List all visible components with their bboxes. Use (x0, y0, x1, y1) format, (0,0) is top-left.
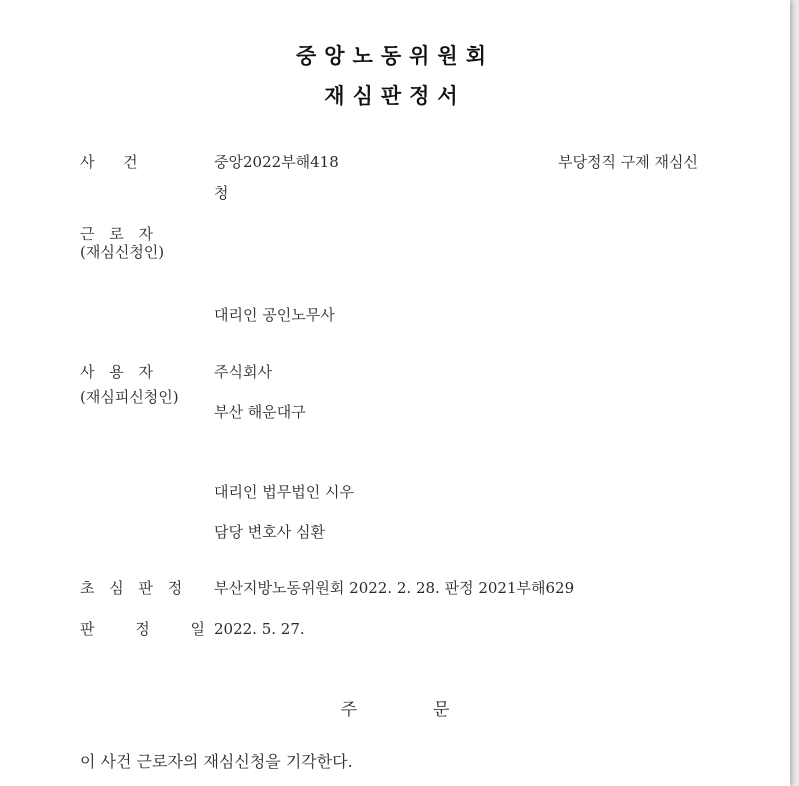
worker-label: 근 로 자 (80, 225, 159, 243)
case-description-continued: 청 (214, 184, 229, 202)
document-title-type: 재심판정서 (324, 84, 466, 108)
order-heading (0, 695, 790, 720)
employer-attorney: 담당 변호사 심환 (214, 523, 325, 541)
order-text: 이 사건 근로자의 재심신청을 기각한다. (80, 752, 353, 771)
initial-decision-label: 초 심 판 정 (80, 579, 188, 597)
decision-date-value: 2022. 5. 27. (214, 620, 305, 638)
employer-label: 사 용 자 (80, 363, 159, 381)
worker-agent: 대리인 공인노무사 (214, 306, 335, 324)
order-heading-char2: 문 (433, 700, 450, 720)
document-title-organization: 중앙노동위원회 (295, 44, 494, 68)
case-label: 사 건 (80, 153, 138, 171)
case-description: 부당정직 구제 재심신 (558, 153, 698, 171)
employer-agent: 대리인 법무법인 시우 (214, 483, 354, 501)
worker-sublabel: (재심신청인) (80, 243, 165, 261)
decision-date-label: 판 정 일 (80, 620, 224, 638)
employer-sublabel: (재심피신청인) (80, 388, 179, 406)
order-heading-char1: 주 (340, 700, 357, 720)
case-number: 중앙2022부해418 (214, 153, 339, 171)
employer-address: 부산 해운대구 (214, 403, 306, 421)
employer-name: 주식회사 (214, 363, 272, 381)
initial-decision-value: 부산지방노동위원회 2022. 2. 28. 판정 2021부해629 (214, 579, 575, 597)
